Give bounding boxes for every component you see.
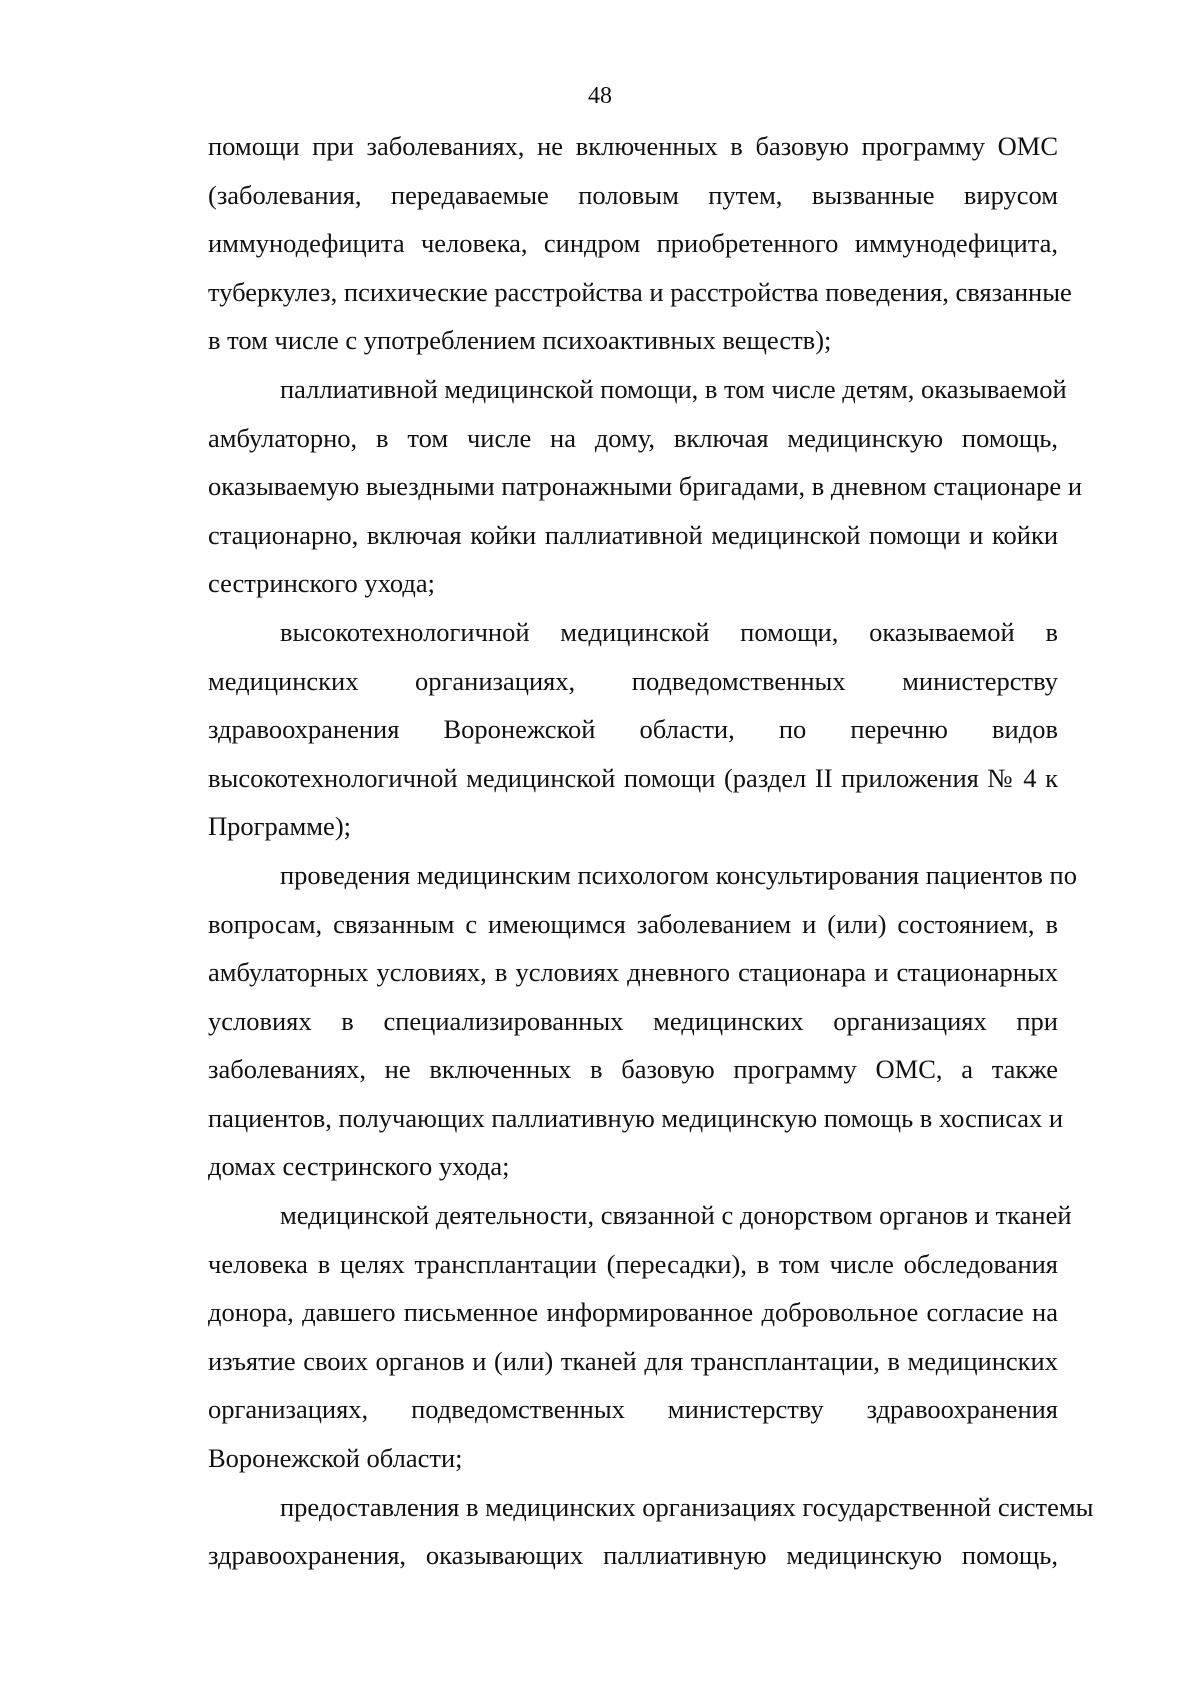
text-line: высокотехнологичной медицинской помощи (раздел II приложения № 4 к xyxy=(208,762,1058,793)
text-line: условиях в специализированных медицинских организациях при xyxy=(208,1005,1058,1036)
text-line: медицинской деятельности, связанной с донорством органов и тканей xyxy=(280,1200,1072,1231)
text-line: помощи при заболеваниях, не включенных в базовую программу ОМС xyxy=(208,131,1058,161)
text-line: пациентов, получающих паллиативную медицинскую помощь в хосписах и xyxy=(208,1102,1064,1133)
text-line: организациях, подведомственных министерству здравоохранения xyxy=(208,1394,1058,1425)
page-number: 48 xyxy=(588,83,612,109)
text-line: оказываемую выездными патронажными бригадами, в дневном стационаре и xyxy=(208,471,1082,502)
text-line: стационарно, включая койки паллиативной медицинской помощи и койки xyxy=(208,519,1058,550)
text-line: заболеваниях, не включенных в базовую программу ОМС, а также xyxy=(208,1054,1058,1085)
text-line: туберкулез, психические расстройства и расстройства поведения, связанные xyxy=(208,276,1072,307)
text-line: амбулаторно, в том числе на дому, включая медицинскую помощь, xyxy=(208,422,1058,453)
text-line: вопросам, связанным с имеющимся заболеванием и (или) состоянием, в xyxy=(208,908,1058,939)
text-line: паллиативной медицинской помощи, в том числе детям, оказываемой xyxy=(280,373,1067,404)
text-line: в том числе с употреблением психоактивных веществ); xyxy=(208,325,832,356)
text-line: донора, давшего письменное информированное добровольное согласие на xyxy=(208,1297,1058,1328)
text-line: иммунодефицита человека, синдром приобретенного иммунодефицита, xyxy=(208,228,1058,259)
text-line: человека в целях трансплантации (пересадки), в том числе обследования xyxy=(208,1248,1058,1279)
text-line: (заболевания, передаваемые половым путем, вызванные вирусом xyxy=(208,179,1058,210)
text-line: высокотехнологичной медицинской помощи, оказываемой в xyxy=(280,616,1058,647)
document-body xyxy=(208,122,1094,1580)
text-line: Воронежской области; xyxy=(208,1443,463,1474)
text-line: медицинских организациях, подведомственных министерству xyxy=(208,665,1058,696)
text-line: сестринского ухода; xyxy=(208,568,435,599)
text-line: здравоохранения, оказывающих паллиативную медицинскую помощь, xyxy=(208,1540,1058,1571)
text-line: проведения медицинским психологом консультирования пациентов по xyxy=(280,859,1077,890)
text-line: Программе); xyxy=(208,811,352,842)
text-line: амбулаторных условиях, в условиях дневного стационара и стационарных xyxy=(208,957,1058,988)
text-line: изъятие своих органов и (или) тканей для трансплантации, в медицинских xyxy=(208,1345,1058,1376)
text-line: домах сестринского ухода; xyxy=(208,1151,510,1182)
text-line: здравоохранения Воронежской области, по перечню видов xyxy=(208,714,1058,745)
text-line: предоставления в медицинских организациях государственной системы xyxy=(280,1491,1094,1522)
